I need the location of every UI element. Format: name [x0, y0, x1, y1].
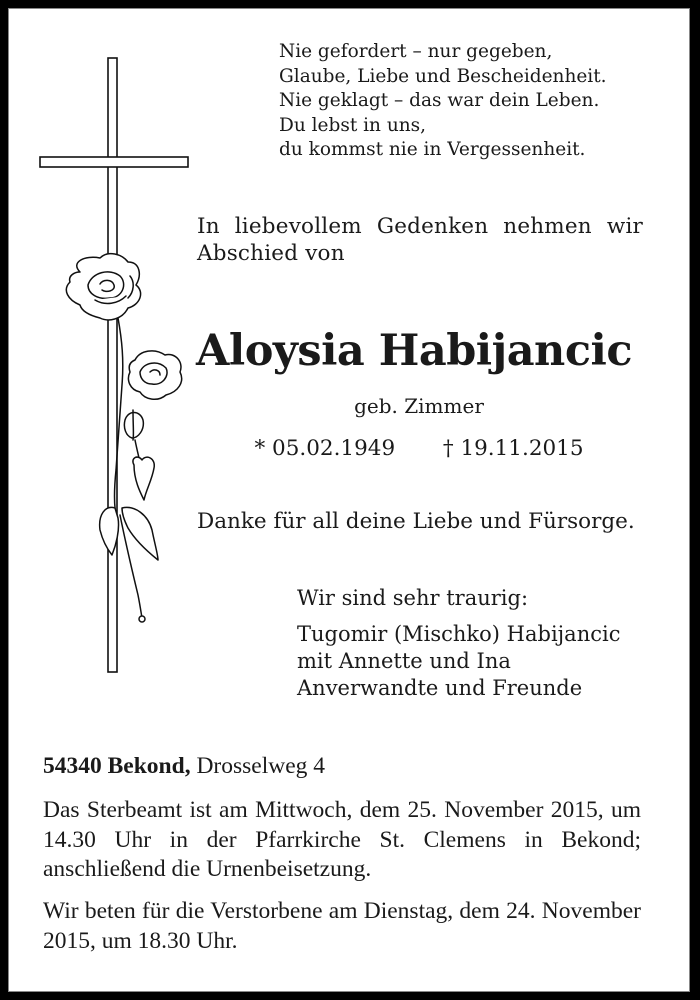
rose-icon: [66, 254, 181, 622]
mourner-line: Tugomir (Mischko) Habijancic: [297, 622, 621, 646]
poem-line: Glaube, Liebe und Bescheidenheit.: [279, 65, 607, 87]
address: [43, 752, 641, 782]
mourner-line: mit Annette und Ina: [297, 649, 511, 673]
poem-line: Nie geklagt – das war dein Leben.: [279, 90, 600, 111]
intro-text: In liebevollem Gedenken nehmen wir Abschied von: [197, 214, 643, 266]
funeral-mass-text: Das Sterbeamt ist am Mittwoch, dem 25. November 2015, um 14.30 Uhr in der Pfarrkirche St. Clemens in Bekond; anschließend die Urnenbeisetzung.: [43, 797, 641, 882]
deceased-name: Aloysia Habijancic: [196, 326, 633, 376]
address-city: 54340 Bekond,: [43, 753, 191, 779]
prayer-text: Wir beten für die Verstorbene am Dienstag, dem 24. November 2015, um 18.30 Uhr.: [43, 898, 641, 954]
death-cross-icon: †: [442, 436, 454, 461]
address-street: Drosselweg 4: [196, 753, 326, 779]
thanks-text: Danke für all deine Liebe und Fürsorge.: [197, 509, 635, 534]
death-date: 19.11.2015: [460, 436, 584, 461]
birth-date: 05.02.1949: [272, 436, 396, 461]
mourner-line: Anverwandte und Freunde: [297, 676, 583, 700]
life-dates: [196, 435, 642, 463]
poem: [279, 40, 607, 163]
poem-line: Du lebst in uns,: [279, 114, 427, 136]
mourners-heading: Wir sind sehr traurig:: [297, 586, 529, 610]
maiden-name: geb. Zimmer: [354, 394, 484, 418]
mourners-block: [297, 585, 620, 702]
poem-line: Nie gefordert – nur gegeben,: [279, 41, 553, 62]
poem-line: du kommst nie in Vergessenheit.: [279, 139, 586, 160]
birth-symbol-icon: *: [254, 436, 266, 461]
